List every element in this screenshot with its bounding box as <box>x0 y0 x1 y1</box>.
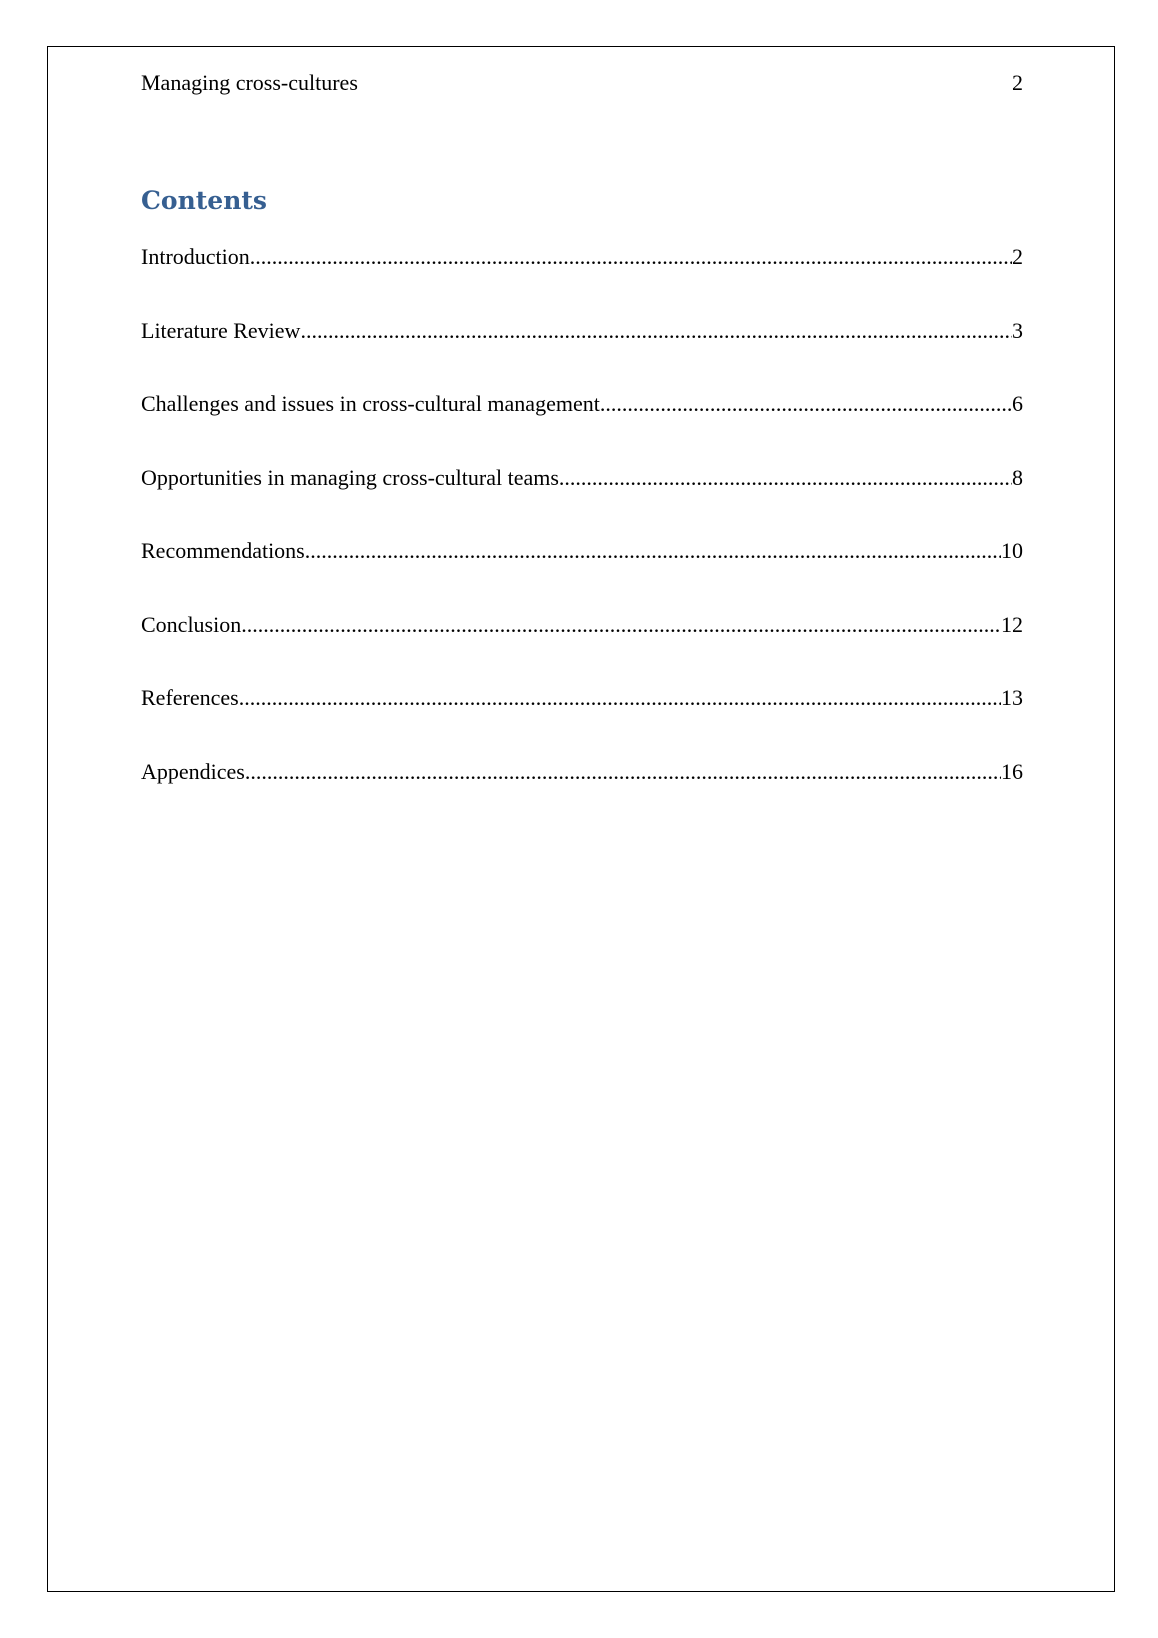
toc-dot-leader <box>241 610 1001 640</box>
toc-entry-label: Conclusion <box>141 611 242 637</box>
toc-entry-page: 12 <box>1001 611 1023 637</box>
toc-entry-references[interactable] <box>141 683 1023 757</box>
toc-dot-leader <box>239 683 1001 713</box>
toc-entry-label: Recommendations <box>141 538 305 563</box>
table-of-contents <box>141 242 1023 830</box>
toc-entry-label: References <box>141 685 239 710</box>
toc-entry-page: 16 <box>1001 758 1023 784</box>
toc-dot-leader <box>245 757 1001 787</box>
toc-entry-page: 13 <box>1001 685 1023 710</box>
toc-dot-leader <box>250 242 1012 272</box>
toc-entry-literature-review[interactable] <box>141 316 1023 390</box>
toc-entry-appendices[interactable] <box>141 757 1023 831</box>
toc-dot-leader <box>300 316 1012 346</box>
toc-dot-leader <box>305 536 1001 566</box>
toc-entry-page: 10 <box>1001 538 1023 563</box>
toc-entry-recommendations[interactable] <box>141 536 1023 610</box>
page-number: 2 <box>1012 70 1023 95</box>
running-head-title: Managing cross-cultures <box>141 70 358 95</box>
toc-entry-page: 6 <box>1012 391 1023 416</box>
contents-heading: Contents <box>141 186 268 215</box>
toc-entry-label: Opportunities in managing cross-cultural teams <box>141 464 559 490</box>
toc-dot-leader <box>559 463 1012 493</box>
toc-entry-label: Introduction <box>141 244 250 269</box>
toc-entry-label: Appendices <box>141 758 245 784</box>
toc-entry-introduction[interactable] <box>141 242 1023 316</box>
toc-entry-page: 8 <box>1012 464 1023 490</box>
toc-entry-challenges[interactable] <box>141 389 1023 463</box>
toc-entry-page: 2 <box>1012 244 1023 269</box>
toc-entry-label: Literature Review <box>141 317 301 343</box>
page-header <box>141 68 1023 98</box>
toc-entry-page: 3 <box>1012 317 1023 343</box>
toc-entry-conclusion[interactable] <box>141 610 1023 684</box>
toc-dot-leader <box>600 389 1012 419</box>
toc-entry-opportunities[interactable] <box>141 463 1023 537</box>
toc-entry-label: Challenges and issues in cross-cultural management <box>141 391 600 416</box>
